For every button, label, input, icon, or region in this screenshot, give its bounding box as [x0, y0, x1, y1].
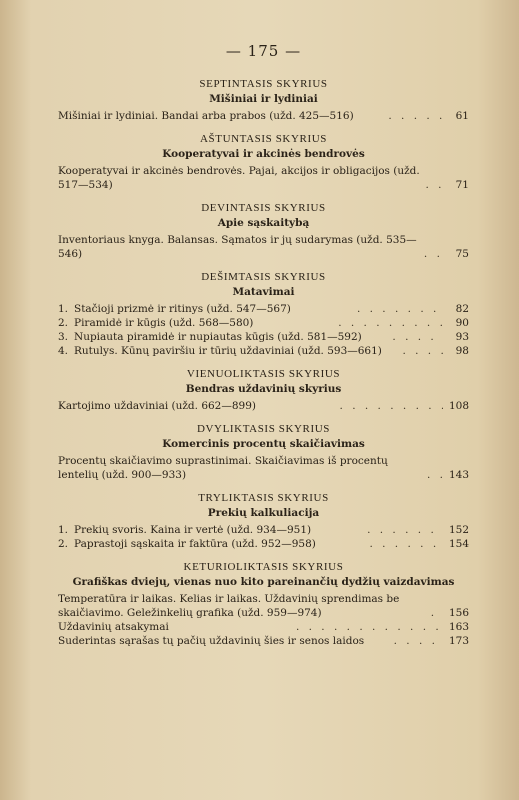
toc-entry [58, 344, 469, 358]
toc-section [58, 423, 469, 482]
dot-leader [296, 620, 443, 634]
entry-page: 71 [455, 179, 469, 191]
entry-page: 156 [448, 607, 469, 619]
entry-page: 93 [455, 331, 470, 343]
entry-title: Temperatūra ir laikas. Kelias ir laikas. Uždavinių sprendimas be skaičiavimo. Geležinkelių grafika (užd. 959—974) [58, 593, 400, 619]
dot-leader [394, 634, 443, 648]
toc-entry [58, 164, 469, 192]
entry-page: 152 [448, 524, 469, 536]
toc-entry [58, 454, 469, 482]
chapter-subtitle: Komercinis procentų skaičiavimas [162, 438, 365, 450]
toc-entry [58, 537, 469, 551]
entry-title: Piramidė ir kūgis (užd. 568—580) [74, 317, 254, 329]
dot-leader [340, 399, 444, 413]
entry-title: Stačioji prizmė ir ritinys (užd. 547—567) [74, 303, 291, 315]
toc-entry [58, 523, 469, 537]
dot-leader [369, 537, 443, 551]
toc-section [58, 368, 469, 413]
toc-entry [58, 592, 469, 620]
toc-section [58, 78, 469, 123]
entry-title: Paprastoji sąskaita ir faktūra (užd. 952—958) [74, 538, 316, 550]
dot-leader [424, 247, 443, 261]
entry-page: 61 [455, 110, 469, 122]
table-of-contents [58, 78, 469, 648]
entry-page: 143 [448, 469, 469, 481]
chapter-subtitle: Bendras uždavinių skyrius [185, 383, 342, 395]
dot-leader [427, 468, 443, 482]
entry-page: 154 [448, 538, 470, 550]
chapter-heading: SEPTINTASIS SKYRIUS [199, 78, 328, 90]
chapter-subtitle: Matavimai [232, 286, 295, 298]
entry-title: Nupiauta piramidė ir nupiautas kūgis (užd. 581—592) [74, 331, 362, 343]
entry-title: Procentų skaičiavimo suprastinimai. Skaičiavimas iš procentų lentelių (užd. 900—933) [58, 455, 388, 481]
entry-title: Suderintas sąrašas tų pačių uždavinių šies ir senos laidos [58, 635, 365, 647]
entry-title: Kartojimo uždaviniai (užd. 662—899) [58, 400, 257, 412]
entry-page: 82 [455, 303, 470, 315]
entry-page: 173 [448, 635, 469, 647]
entry-number: 1. [58, 303, 69, 315]
chapter-heading: DEVINTASIS SKYRIUS [201, 202, 326, 214]
toc-entry [58, 634, 469, 648]
dot-leader [338, 316, 443, 330]
page-number: — 175 — [225, 42, 302, 60]
entry-number: 4. [58, 345, 69, 357]
entry-title: Rutulys. Kūnų paviršiu ir tūrių uždaviniai (užd. 593—661) [74, 345, 382, 357]
entry-page: 98 [455, 345, 469, 357]
entry-title: Kooperatyvai ir akcinės bendrovės. Pajai, akcijos ir obligacijos (užd. 517—534) [58, 165, 420, 191]
entry-number: 3. [58, 331, 69, 343]
entry-page: 75 [455, 248, 469, 260]
chapter-heading: KETURIOLIKTASIS SKYRIUS [183, 561, 344, 573]
toc-entry [58, 330, 469, 344]
chapter-subtitle: Mišiniai ir lydiniai [209, 93, 318, 105]
toc-section [58, 133, 469, 192]
toc-section [58, 492, 469, 551]
dot-leader [425, 178, 443, 192]
entry-page: 108 [448, 400, 470, 412]
dot-leader [392, 330, 443, 344]
entry-number: 2. [58, 538, 69, 550]
entry-title: Inventoriaus knyga. Balansas. Sąmatos ir jų sudarymas (užd. 535—546) [58, 234, 417, 260]
chapter-subtitle: Prekių kalkuliacija [207, 507, 320, 519]
dot-leader [388, 109, 443, 123]
chapter-heading: AŠTUNTASIS SKYRIUS [200, 133, 327, 145]
chapter-subtitle: Kooperatyvai ir akcinės bendrovės [162, 148, 365, 160]
entry-title: Mišiniai ir lydiniai. Bandai arba prabos (užd. 425—516) [58, 110, 354, 122]
entry-page: 90 [455, 317, 469, 329]
dot-leader [367, 523, 443, 537]
toc-entry [58, 302, 469, 316]
entry-title: Uždavinių atsakymai [58, 621, 169, 633]
toc-entry [58, 620, 469, 634]
entry-title: Prekių svoris. Kaina ir vertė (užd. 934—951) [74, 524, 312, 536]
chapter-heading: DEŠIMTASIS SKYRIUS [201, 271, 326, 283]
entry-number: 2. [58, 317, 69, 329]
toc-entry [58, 233, 469, 261]
dot-leader [357, 302, 443, 316]
toc-section [58, 202, 469, 261]
toc-section [58, 561, 469, 648]
toc-entry [58, 109, 469, 123]
toc-section [58, 271, 469, 358]
entry-page: 163 [448, 621, 469, 633]
chapter-heading: VIENUOLIKTASIS SKYRIUS [186, 368, 341, 380]
chapter-heading: DVYLIKTASIS SKYRIUS [196, 423, 331, 435]
dot-leader [431, 606, 443, 620]
chapter-heading: TRYLIKTASIS SKYRIUS [198, 492, 329, 504]
toc-entry [58, 399, 469, 413]
chapter-subtitle: Apie sąskaitybą [217, 217, 310, 229]
toc-entry [58, 316, 469, 330]
dot-leader [402, 344, 443, 358]
entry-number: 1. [58, 524, 69, 536]
chapter-subtitle: Grafiškas dviejų, vienas nuo kito pareinančių dydžių vaizdavimas [72, 576, 455, 588]
